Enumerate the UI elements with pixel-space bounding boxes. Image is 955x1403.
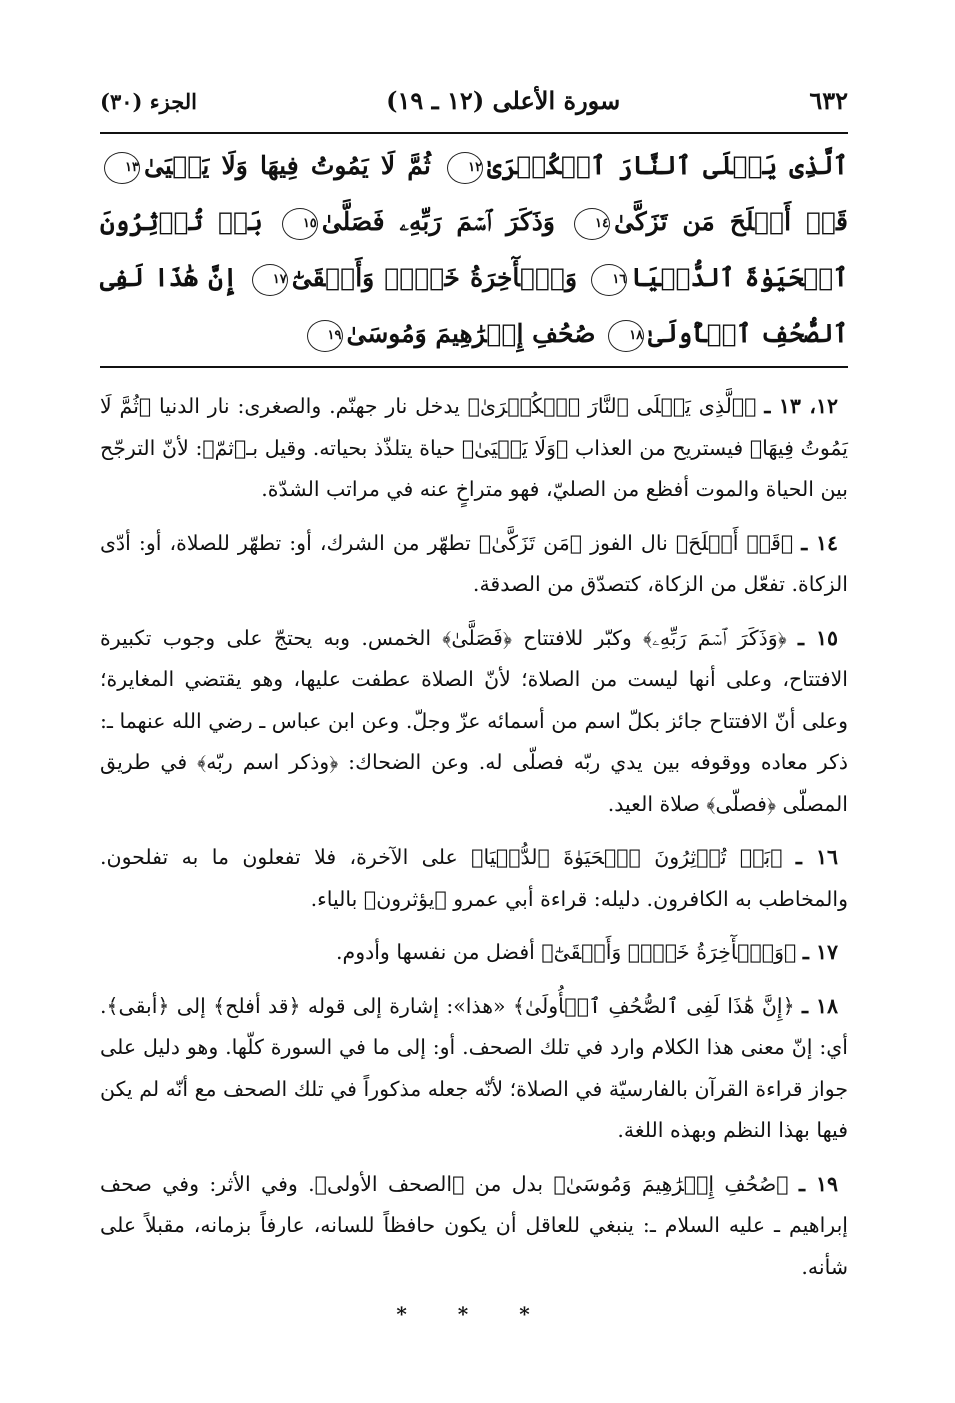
commentary-paragraph [100,986,848,1152]
commentary-paragraph [100,386,848,511]
commentary-text: ﴿بَلۡ تُؤۡثِرُونَ ٱلۡحَيَوٰةَ ٱلدُّنۡيَا﴾ على الآخرة، فلا تفعلون ما به تفلحون. والمخاطب به الكافرون. دليله: قراءة أبي عمرو ﴿يؤثرون﴾ بالياء. [100,845,848,911]
verse-reference: ١٨ ـ [801,993,838,1018]
section-divider-stars: * * * [396,1302,552,1326]
commentary-section [100,386,848,1288]
verse-reference: ١٧ ـ [802,940,838,964]
verse-reference: ١٢، ١٣ ـ [764,394,838,418]
commentary-text: ﴿ٱلَّذِى يَصۡلَى ٱلنَّارَ ٱلۡكُبۡرَىٰ﴾ يدخل نار جهنّم. والصغرى: نار الدنيا ﴿ثُمَّ لَا يَمُوتُ فِيهَا﴾ فيستريح من العذاب ﴿وَلَا يَحۡيَىٰ﴾ حياة يتلذّذ بحياته. وقيل بـ﴿ثمّ﴾: لأنّ الترجّح بين الحياة والموت أفظع من الصليّ، فهو متراخٍ عنه في مراتب الشدّة. [100,394,848,501]
page-header [100,86,848,134]
verse-reference: ١٥ ـ [798,625,838,650]
ayah-text: ثُمَّ لَا يَمُوتُ فِيهَا وَلَا يَحۡيَىٰ [144,151,431,180]
commentary-text: ﴿صُحُفِ إِبۡرَٰهِيمَ وَمُوسَىٰ﴾ بدل من ﴿الصحف الأولى﴾. وفي الأثر: وفي صحف إبراهيم ـ عليه السلام ـ: ينبغي للعاقل أن يكون حافظاً للسانه، عارفاً بزمانه، مقبلاً على شأنه. [100,1171,848,1279]
commentary-text: ﴿وَذَكَرَ ٱسۡمَ رَبِّهِۦ﴾ وكبّر للافتتاح ﴿فَصَلَّىٰ﴾ الخمس. وبه يحتجّ على وجوب تكبيرة الافتتاح، وعلى أنها ليست من الصلاة؛ لأنّ الصلاة عطفت عليها، وهو يقتضي المغايرة؛ وعلى أنّ الافتتاح جائز بكلّ اسم من أسمائه عزّ وجلّ. وعن ابن عباس ـ رضي الله عنهما ـ: ذكر معاده ووقوفه بين يدي ربّه فصلّى له. وعن الضحاك: ﴿وذكر اسم ربّه﴾ في طريق المصلّى ﴿فصلّى﴾ صلاة العيد. [100,625,848,816]
ayah-text: بَلۡ تُؤۡثِرُونَ ٱلۡحَيَوٰةَ ٱلدُّنۡيَا [100,207,848,292]
ayah-number-marker: ١٥ [282,208,318,240]
ayah-number-marker: ١٢ [447,152,483,184]
verse-reference: ١٦ ـ [795,845,838,869]
ayah-text: وَذَكَرَ ٱسۡمَ رَبِّهِۦ فَصَلَّىٰ [321,207,555,236]
surah-title: سورة الأعلى (١٢ ـ ١٩) [386,86,621,115]
juz-label: الجزء (٣٠) [100,89,197,114]
commentary-paragraph [100,523,848,606]
ayah-text: قَدۡ أَفۡلَحَ مَن تَزَكَّىٰ [613,207,848,236]
commentary-text: ﴿قَدۡ أَفۡلَحَ﴾ نال الفوز ﴿مَن تَزَكَّىٰ﴾ تطهّر من الشرك، أو: تطهّر للصلاة، أو: أدّى الزكاة. تفعّل من الزكاة، كتصدّق من الصدقة. [100,530,848,596]
ayah-number-marker: ١٧ [252,264,288,296]
commentary-paragraph [100,837,848,920]
quran-text-block [100,134,848,368]
ayah-number-marker: ١٩ [307,320,343,352]
ayah-text: وَٱلۡأٓخِرَةُ خَيۡرٞ وَأَبۡقَىٰٓ [291,263,578,292]
verse-reference: ١٩ ـ [798,1171,838,1196]
commentary-paragraph [100,618,848,826]
ayah-text: صُحُفِ إِبۡرَٰهِيمَ وَمُوسَىٰ [346,319,596,348]
page-number: ٦٣٢ [809,86,848,115]
ayah-number-marker: ١٦ [591,264,627,296]
commentary-text: ﴿وَٱلۡأٓخِرَةُ خَيۡرٞ وَأَبۡقَىٰٓ﴾ أفضل من نفسها وأدوم. [335,940,797,964]
page [100,86,848,1326]
commentary-paragraph [100,1164,848,1289]
ayah-number-marker: ١٨ [608,320,644,352]
ayah-number-marker: ١٣ [104,152,140,184]
commentary-paragraph [100,932,848,974]
ayah-text: ٱلَّذِى يَصۡلَى ٱلنَّارَ ٱلۡكُبۡرَىٰ [487,151,848,180]
verse-reference: ١٤ ـ [801,530,838,555]
ayah-text: إِنَّ هَٰذَا لَفِى ٱلصُّحُفِ ٱلۡأُولَىٰ [100,263,848,348]
commentary-text: ﴿إِنَّ هَٰذَا لَفِى ٱلصُّحُفِ ٱلۡأُولَىٰ﴾ «هذا»: إشارة إلى قوله ﴿قد أفلح﴾ إلى ﴿أبقى﴾. أي: إنّ معنى هذا الكلام وارد في تلك الصحف. أو: إلى ما في السورة كلّها. وهو دليل على جواز قراءة القرآن بالفارسيّة في الصلاة؛ لأنّه جعله مذكوراً في تلك الصحف مع أنّه لم يكن فيها بهذا النظم وبهذه اللغة. [100,993,848,1142]
ayah-number-marker: ١٤ [574,208,610,240]
